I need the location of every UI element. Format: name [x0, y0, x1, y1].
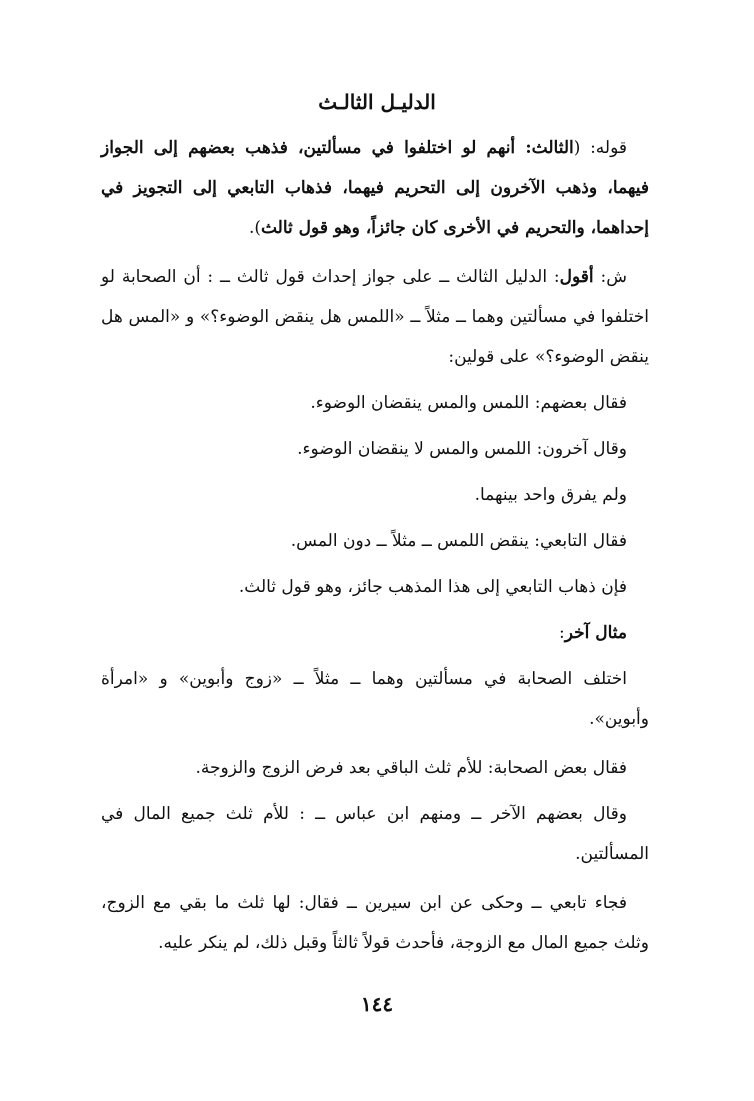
section-title: الدليـل الثالـث	[318, 90, 436, 114]
paragraph-suffix: :	[558, 623, 565, 643]
paragraph: فقال بعضهم: اللمس والمس ينقضان الوضوء.	[310, 393, 627, 413]
paragraph-prefix: ش:	[593, 267, 627, 287]
paragraph-suffix: : الدليل الثالث ــ على جواز إحداث قول ثالث ــ : أن الصحابة لو اختلفوا في مسألتين وهما ــ مثلاً ــ «اللمس هل ينقض الوضوء؟» و «المس هل ينقض الوضوء؟» على قولين:	[101, 267, 649, 367]
paragraph	[101, 128, 649, 248]
paragraph: اختلف الصحابة في مسألتين وهما ــ مثلاً ــ «زوج وأبوين» و «امرأة وأبوين».	[101, 669, 649, 729]
paragraph: وقال بعضهم الآخر ــ ومنهم ابن عباس ــ : للأم ثلث جميع المال في المسألتين.	[101, 804, 649, 864]
paragraph: فجاء تابعي ــ وحكى عن ابن سيرين ــ فقال: لها ثلث ما بقي مع الزوج، وثلث جميع المال مع الزوجة، فأحدث قولاً ثالثاً وقبل ذلك، لم ينكر عليه.	[101, 893, 649, 953]
page-number: ١٤٤	[360, 992, 394, 1016]
quoted-text: الثالث: أنهم لو اختلفوا في مسألتين، فذهب بعضهم إلى الجواز فيهما، وذهب الآخرون إلى التحريم فيهما، فذهاب التابعي إلى التجويز في إحداهما، والتحريم في الأخرى كان جائزاً، وهو قول ثالث	[101, 138, 649, 238]
example-label: مثال آخر	[564, 623, 627, 643]
paragraph: ولم يفرق واحد بينهما.	[474, 485, 627, 505]
paragraph: فقال بعض الصحابة: للأم ثلث الباقي بعد فرض الزوج والزوجة.	[195, 758, 627, 778]
paragraph-suffix: ).	[248, 218, 261, 238]
body-text	[101, 128, 649, 972]
paragraph	[101, 257, 649, 377]
paragraph: فقال التابعي: ينقض اللمس ــ مثلاً ــ دون المس.	[290, 531, 627, 551]
bold-term: أقول	[559, 267, 594, 287]
paragraph: فإن ذهاب التابعي إلى هذا المذهب جائز، وهو قول ثالث.	[238, 577, 627, 597]
paragraph: وقال آخرون: اللمس والمس لا ينقضان الوضوء.	[297, 439, 627, 459]
paragraph	[101, 613, 649, 653]
paragraph-prefix: قوله: (	[573, 138, 627, 158]
